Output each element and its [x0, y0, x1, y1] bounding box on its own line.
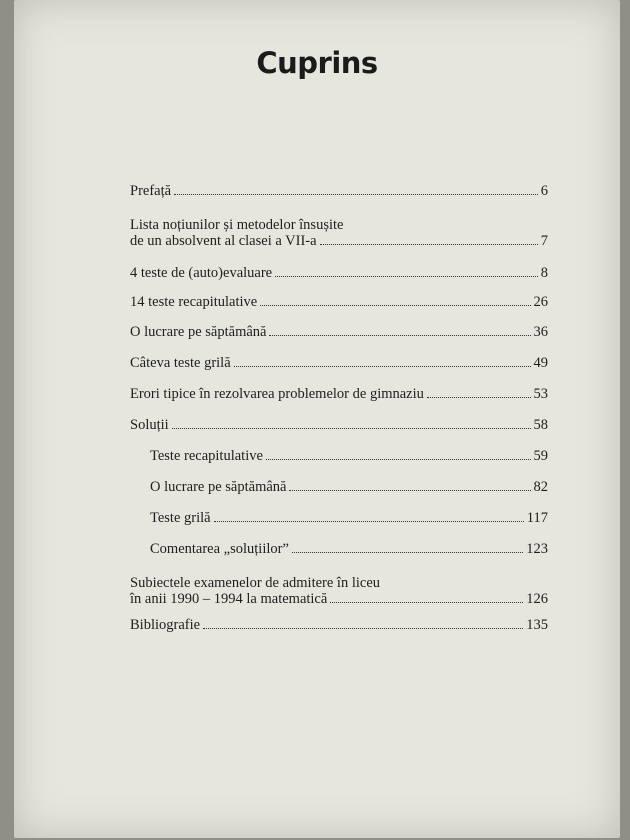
- toc-entry-lista-notiunilor: [130, 217, 548, 253]
- toc-entry-lucrare-saptamana: [130, 324, 548, 344]
- toc-entry-label: Câteva teste grilă: [130, 355, 231, 371]
- toc-entry-solutii: [130, 417, 548, 437]
- dot-leader: [172, 428, 531, 429]
- toc-entry-label: Erori tipice în rezolvarea problemelor de gimnaziu: [130, 386, 424, 402]
- toc-entry-label: Lista noțiunilor și metodelor însușite: [130, 217, 344, 233]
- toc-page-number: 6: [540, 183, 548, 199]
- dot-leader: [214, 521, 524, 522]
- toc-subentry-comentarea-solutiilor: [130, 541, 548, 561]
- dot-leader: [275, 276, 538, 277]
- toc-subentry-teste-recapitulative: [130, 448, 548, 468]
- toc-entry-label: Teste recapitulative: [150, 448, 263, 464]
- toc-entry-label: Teste grilă: [150, 510, 211, 526]
- dot-leader: [427, 397, 531, 398]
- toc-page-number: 7: [540, 233, 548, 249]
- toc-page-number: 8: [540, 265, 548, 281]
- toc-entry-label-cont: de un absolvent al clasei a VII-a: [130, 233, 317, 249]
- toc-entry-label: O lucrare pe săptămână: [130, 324, 267, 340]
- dot-leader: [203, 628, 523, 629]
- toc-entry-teste-recapitulative: [130, 294, 548, 314]
- dot-leader: [269, 335, 530, 336]
- toc-entry-label: 4 teste de (auto)evaluare: [130, 265, 273, 281]
- toc-page-number: 117: [526, 510, 548, 526]
- toc-entry-label-cont: în anii 1990 – 1994 la matematică: [130, 591, 328, 607]
- toc-entry-label: O lucrare pe săptămână: [150, 479, 287, 495]
- dot-leader: [330, 602, 523, 603]
- dot-leader: [292, 552, 523, 553]
- page-title: Cuprins: [256, 46, 378, 80]
- toc-entry-label: Comentarea „soluțiilor”: [150, 541, 289, 557]
- toc-entry-label: Soluții: [130, 417, 169, 433]
- dot-leader: [260, 305, 530, 306]
- toc-entry-bibliografie: [130, 617, 548, 637]
- toc-subentry-teste-grila: [130, 510, 548, 530]
- toc-page-number: 53: [533, 386, 548, 402]
- toc-entry-teste-grila: [130, 355, 548, 375]
- toc-entry-label: 14 teste recapitulative: [130, 294, 258, 310]
- toc-page-number: 82: [533, 479, 548, 495]
- toc-entry-label: Prefață: [130, 183, 172, 199]
- toc-entry-erori-tipice: [130, 386, 548, 406]
- toc-page-number: 59: [533, 448, 548, 464]
- toc-entry-label: Subiectele examenelor de admitere în liceu: [130, 575, 381, 591]
- dot-leader: [174, 194, 538, 195]
- toc-entry-prefata: [130, 183, 548, 203]
- toc-page-number: 26: [533, 294, 548, 310]
- toc-page-number: 126: [526, 591, 548, 607]
- toc-page-number: 135: [526, 617, 548, 633]
- toc-entry-subiectele-examenelor: [130, 575, 548, 611]
- toc-page-number: 123: [526, 541, 548, 557]
- dot-leader: [266, 459, 531, 460]
- toc-page-number: 49: [533, 355, 548, 371]
- toc-page-number: 58: [533, 417, 548, 433]
- dot-leader: [234, 366, 531, 367]
- toc-entry-label: Bibliografie: [130, 617, 201, 633]
- dot-leader: [289, 490, 530, 491]
- book-page: [14, 0, 620, 838]
- dot-leader: [320, 244, 538, 245]
- toc-entry-teste-autoevaluare: [130, 265, 548, 285]
- table-of-contents: [130, 183, 548, 633]
- toc-page-number: 36: [533, 324, 548, 340]
- toc-subentry-lucrare-saptamana: [130, 479, 548, 499]
